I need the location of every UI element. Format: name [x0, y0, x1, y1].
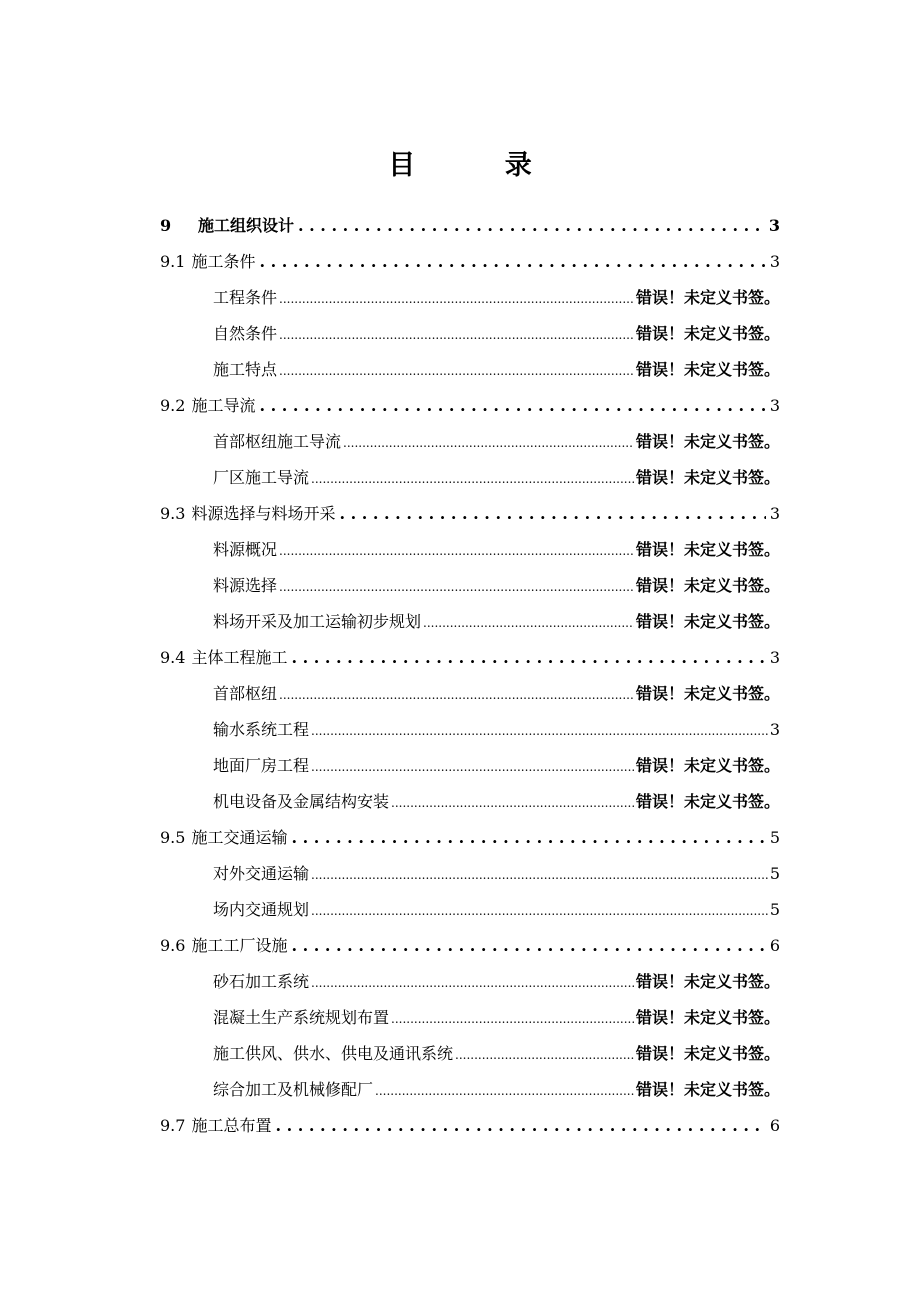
toc-title: 目 录 — [388, 150, 572, 181]
toc-dot-leader — [291, 820, 765, 856]
toc-subsection-entry[interactable] — [160, 712, 780, 748]
toc-dot-leader — [311, 856, 768, 893]
toc-bookmark-error: 错误！未定义书签。 — [635, 1080, 780, 1099]
toc-bookmark-error: 错误！未定义书签。 — [635, 1044, 780, 1063]
toc-section-entry[interactable] — [160, 244, 780, 280]
toc-entry-title: 料源选择与料场开采 — [191, 504, 336, 523]
toc-bookmark-error: 错误！未定义书签。 — [635, 972, 780, 991]
toc-entry-title: 对外交通运输 — [213, 864, 310, 883]
toc-entry-title: 施工供风、供水、供电及通讯系统 — [213, 1044, 454, 1063]
toc-entry-title: 机电设备及金属结构安装 — [213, 792, 390, 811]
toc-entry-title: 输水系统工程 — [213, 720, 310, 739]
toc-bookmark-error: 错误！未定义书签。 — [635, 684, 780, 703]
toc-subsection-entry[interactable] — [160, 784, 780, 820]
toc-dot-leader — [311, 712, 768, 749]
toc-entry-title: 料场开采及加工运输初步规划 — [213, 612, 422, 631]
toc-dot-leader — [279, 676, 634, 713]
toc-subsection-entry[interactable] — [160, 748, 780, 784]
toc-dot-leader — [259, 244, 765, 280]
toc-page-number: 5 — [769, 864, 780, 883]
toc-entry-title: 地面厂房工程 — [213, 756, 310, 775]
toc-page-number: 5 — [769, 900, 780, 919]
toc-dot-leader — [311, 460, 634, 497]
toc-dot-leader — [279, 352, 634, 389]
toc-subsection-entry[interactable] — [160, 676, 780, 712]
toc-dot-leader — [423, 604, 634, 641]
toc-section-entry[interactable] — [160, 208, 780, 244]
toc-entry-number: 9.6 — [160, 936, 186, 955]
toc-dot-leader — [311, 892, 768, 929]
toc-entry-title: 砂石加工系统 — [213, 972, 310, 991]
toc-entry-title: 首部枢纽 — [213, 684, 278, 703]
toc-dot-leader — [391, 1000, 634, 1037]
toc-dot-leader — [455, 1036, 634, 1073]
toc-entry-title: 首部枢纽施工导流 — [213, 432, 342, 451]
toc-dot-leader — [259, 388, 765, 424]
toc-page-number: 3 — [769, 648, 780, 667]
toc-section-entry[interactable] — [160, 388, 780, 424]
toc-entry-title: 施工工厂设施 — [191, 936, 288, 955]
toc-bookmark-error: 错误！未定义书签。 — [635, 432, 780, 451]
toc-entry-title: 施工组织设计 — [198, 216, 295, 235]
toc-page-number: 6 — [769, 936, 780, 955]
toc-dot-leader — [279, 316, 634, 353]
toc-bookmark-error: 错误！未定义书签。 — [635, 1008, 780, 1027]
toc-dot-leader — [291, 640, 765, 676]
toc-subsection-entry[interactable] — [160, 532, 780, 568]
toc-entry-number: 9.5 — [160, 828, 186, 847]
toc-subsection-entry[interactable] — [160, 460, 780, 496]
toc-section-entry[interactable] — [160, 820, 780, 856]
toc-subsection-entry[interactable] — [160, 1072, 780, 1108]
toc-entry-number: 9.2 — [160, 396, 186, 415]
toc-dot-leader — [375, 1072, 634, 1109]
toc-subsection-entry[interactable] — [160, 1000, 780, 1036]
toc-dot-leader — [275, 1108, 765, 1144]
toc-entry-title: 施工特点 — [213, 360, 278, 379]
toc-bookmark-error: 错误！未定义书签。 — [635, 360, 780, 379]
toc-entry-number: 9.3 — [160, 504, 186, 523]
toc-entry-title: 综合加工及机械修配厂 — [213, 1080, 374, 1099]
toc-dot-leader — [391, 784, 634, 821]
toc-page-number: 3 — [769, 252, 780, 271]
toc-bookmark-error: 错误！未定义书签。 — [635, 576, 780, 595]
toc-entry-title: 场内交通规划 — [213, 900, 310, 919]
toc-dot-leader — [291, 928, 765, 964]
toc-page-number: 5 — [769, 828, 780, 847]
toc-list — [160, 208, 780, 1144]
toc-bookmark-error: 错误！未定义书签。 — [635, 324, 780, 343]
toc-bookmark-error: 错误！未定义书签。 — [635, 792, 780, 811]
toc-subsection-entry[interactable] — [160, 964, 780, 1000]
toc-entry-number: 9.7 — [160, 1116, 186, 1135]
toc-bookmark-error: 错误！未定义书签。 — [635, 468, 780, 487]
toc-entry-number: 9.1 — [160, 252, 186, 271]
toc-entry-title: 主体工程施工 — [191, 648, 288, 667]
toc-entry-title: 厂区施工导流 — [213, 468, 310, 487]
toc-subsection-entry[interactable] — [160, 892, 780, 928]
toc-subsection-entry[interactable] — [160, 568, 780, 604]
toc-dot-leader — [279, 280, 634, 317]
toc-page-number: 3 — [768, 216, 780, 235]
toc-entry-title: 料源选择 — [213, 576, 278, 595]
toc-entry-title: 工程条件 — [213, 288, 278, 307]
toc-dot-leader — [298, 208, 765, 244]
toc-subsection-entry[interactable] — [160, 280, 780, 316]
toc-dot-leader — [311, 748, 634, 785]
toc-entry-number: 9 — [160, 216, 172, 235]
toc-dot-leader — [343, 424, 634, 461]
toc-subsection-entry[interactable] — [160, 424, 780, 460]
toc-page-number: 3 — [769, 720, 780, 739]
toc-section-entry[interactable] — [160, 928, 780, 964]
toc-bookmark-error: 错误！未定义书签。 — [635, 612, 780, 631]
toc-bookmark-error: 错误！未定义书签。 — [635, 288, 780, 307]
toc-page-number: 6 — [769, 1116, 780, 1135]
toc-page-number: 3 — [769, 504, 780, 523]
toc-entry-title: 混凝土生产系统规划布置 — [213, 1008, 390, 1027]
toc-dot-leader — [339, 496, 765, 532]
toc-subsection-entry[interactable] — [160, 352, 780, 388]
toc-dot-leader — [311, 964, 634, 1001]
toc-entry-title: 料源概况 — [213, 540, 278, 559]
toc-entry-title: 施工总布置 — [191, 1116, 272, 1135]
toc-section-entry[interactable] — [160, 496, 780, 532]
toc-page-number: 3 — [769, 396, 780, 415]
toc-entry-title: 施工导流 — [191, 396, 256, 415]
toc-subsection-entry[interactable] — [160, 856, 780, 892]
toc-dot-leader — [279, 568, 634, 605]
toc-bookmark-error: 错误！未定义书签。 — [635, 540, 780, 559]
toc-subsection-entry[interactable] — [160, 604, 780, 640]
toc-entry-title: 施工条件 — [191, 252, 256, 271]
toc-entry-title: 自然条件 — [213, 324, 278, 343]
toc-entry-title: 施工交通运输 — [191, 828, 288, 847]
toc-section-entry[interactable] — [160, 1108, 780, 1144]
toc-bookmark-error: 错误！未定义书签。 — [635, 756, 780, 775]
toc-subsection-entry[interactable] — [160, 316, 780, 352]
toc-dot-leader — [279, 532, 634, 569]
toc-entry-number: 9.4 — [160, 648, 186, 667]
toc-section-entry[interactable] — [160, 640, 780, 676]
toc-subsection-entry[interactable] — [160, 1036, 780, 1072]
